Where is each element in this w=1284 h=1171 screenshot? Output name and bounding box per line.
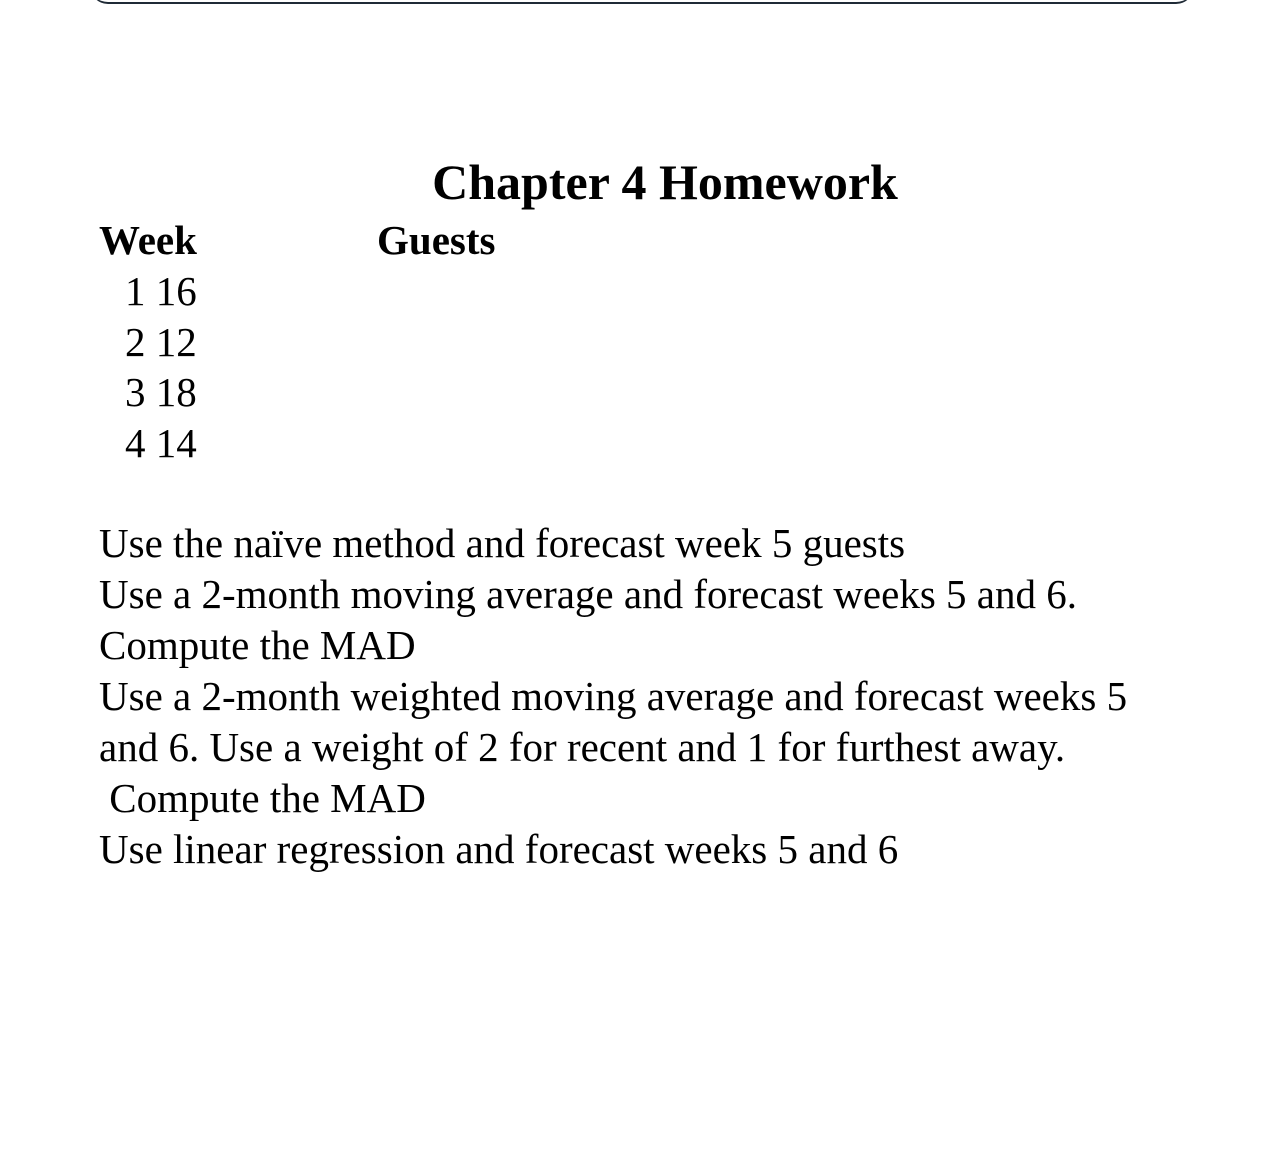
instructions <box>99 518 1219 875</box>
week-column-header: Week <box>99 217 197 263</box>
guests-value: 12 <box>155 318 197 365</box>
week-value: 3 <box>125 369 146 415</box>
guests-value: 16 <box>155 268 197 314</box>
instruction-line: and 6. Use a weight of 2 for recent and 1 for furthest away. <box>99 724 1066 770</box>
page-title: Chapter 4 Homework <box>432 154 898 210</box>
instruction-line: Use a 2-month moving average and forecast weeks 5 and 6. <box>99 571 1077 617</box>
data-rows <box>125 266 197 468</box>
guests-value: 14 <box>155 419 197 466</box>
data-row <box>125 266 197 317</box>
top-border <box>90 0 1194 4</box>
data-row <box>125 317 197 368</box>
week-value: 1 <box>125 268 146 314</box>
instruction-line: Use the naïve method and forecast week 5 guests <box>99 520 906 566</box>
week-value: 4 <box>125 419 146 466</box>
instruction-line: Compute the MAD <box>99 622 416 668</box>
guests-value: 18 <box>155 369 197 415</box>
data-row <box>125 367 197 418</box>
instruction-line: Use linear regression and forecast weeks 5 and 6 <box>99 826 899 872</box>
instruction-line: Use a 2-month weighted moving average and forecast weeks 5 <box>99 673 1128 719</box>
instruction-line: Compute the MAD <box>99 775 426 821</box>
data-row <box>125 418 197 469</box>
guests-column-header: Guests <box>377 217 496 263</box>
week-value: 2 <box>125 318 146 365</box>
